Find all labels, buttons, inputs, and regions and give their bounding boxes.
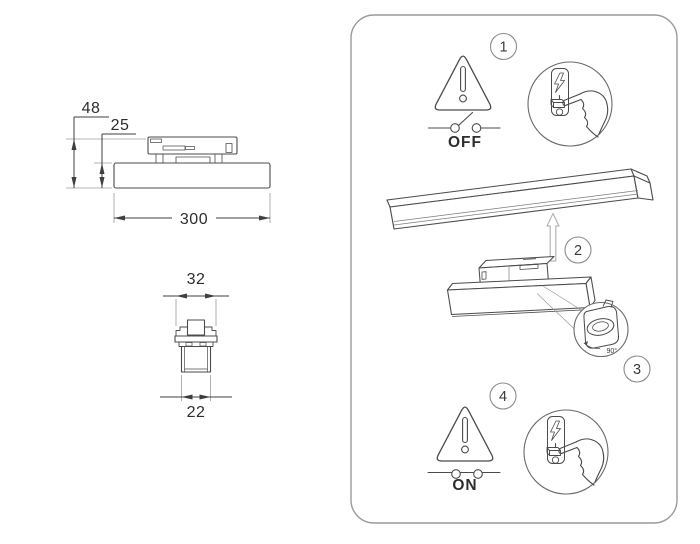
power-off-label: OFF [448,134,482,151]
dim-25-label: 25 [110,117,130,134]
step-3-badge [624,356,650,382]
svg-text:2: 2 [573,243,583,260]
rotation-angle-label: 90° [606,348,618,355]
step-2-badge [565,237,591,263]
dim-300-label: 300 [179,211,209,228]
switch-press-detail-icon-2 [524,410,608,494]
dim-48-label: 48 [81,100,101,117]
installation-panel [351,15,677,523]
switch-press-detail-icon [528,62,612,146]
dim-32-label: 32 [186,271,206,288]
dimension-views [66,100,270,421]
front-view-drawing [114,137,270,188]
svg-text:3: 3 [632,362,642,379]
front-view-dimensions [66,117,270,223]
step-1-badge [491,34,517,60]
end-view-dimensions [160,294,232,402]
end-view-drawing [175,320,217,372]
step-4-badge [490,383,516,409]
svg-text:1: 1 [499,39,508,56]
svg-text:4: 4 [498,389,508,406]
power-on-label: ON [452,477,478,494]
dim-22-label: 22 [186,404,206,421]
